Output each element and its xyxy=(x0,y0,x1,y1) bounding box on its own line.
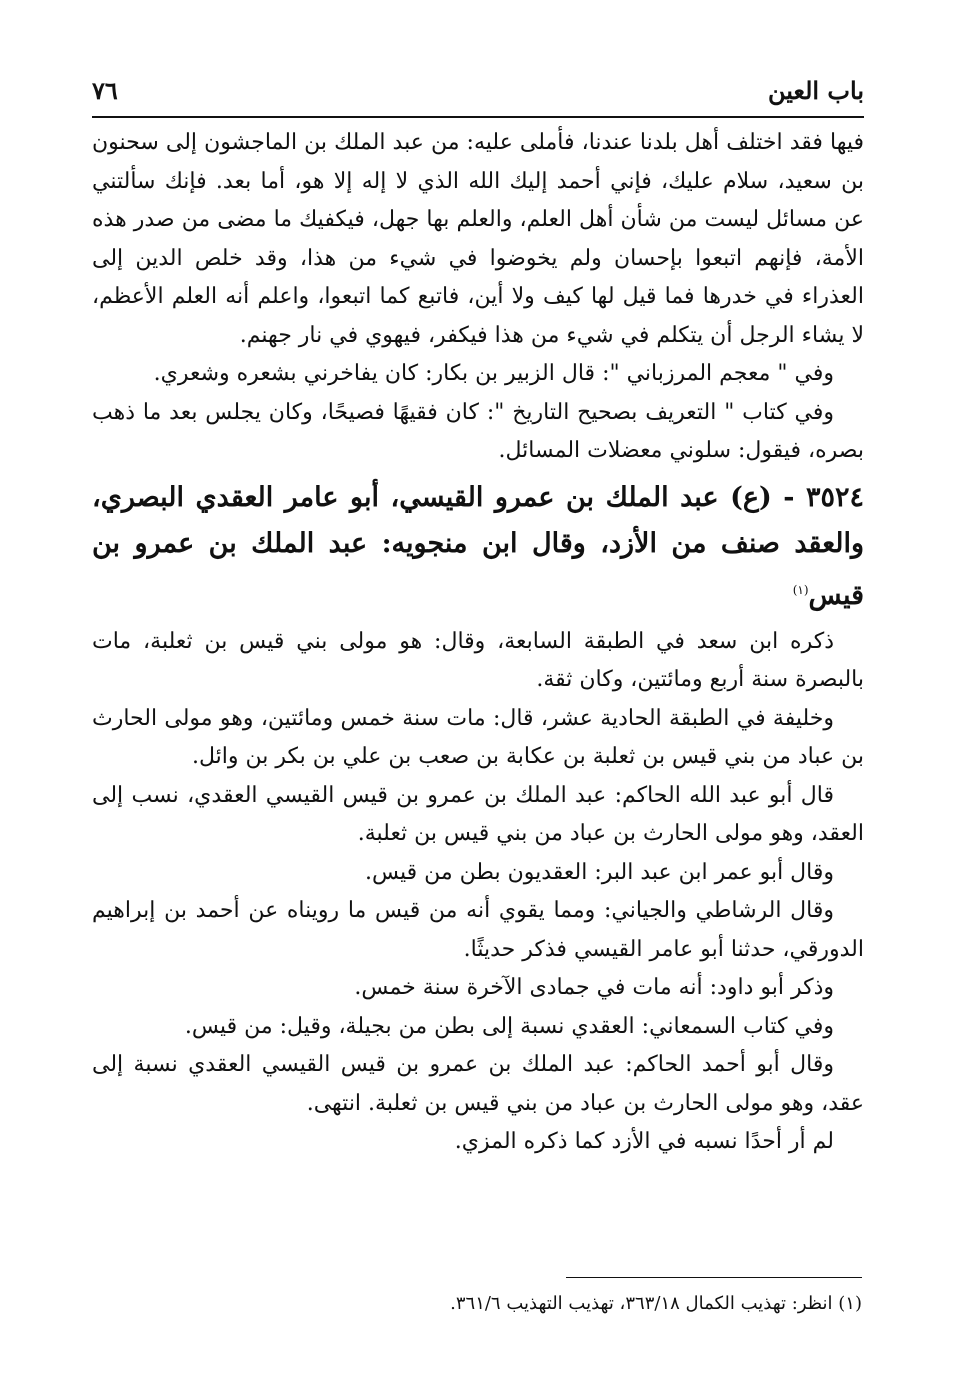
paragraph: ذكره ابن سعد في الطبقة السابعة، وقال: هو مولى بني قيس بن ثعلبة، مات بالبصرة سنة أربع ومائتين، وكان ثقة. xyxy=(92,628,864,692)
page-header xyxy=(92,74,864,118)
chapter-title: باب العين xyxy=(767,76,864,105)
paragraph: وذكر أبو داود: أنه مات في جمادى الآخرة سنة خمس. xyxy=(354,975,834,1000)
footnote-reference: (١) xyxy=(792,582,809,597)
paragraph: وقال الرشاطي والجياني: ومما يقوي أنه من قيس ما رويناه عن أحمد بن إبراهيم الدورقي، حدثنا أبو عامر القيسي فذكر حديثًا. xyxy=(92,898,864,962)
paragraph: وقال أبو عمر ابن عبد البر: العقديون بطن من قيس. xyxy=(364,859,834,885)
paragraph: وقال أبو أحمد الحاكم: عبد الملك بن عمرو بن قيس القيسي العقدي نسبة إلى عقد، وهو مولى الحارث بن عباد من بني قيس بن ثعلبة. انتهى. xyxy=(92,1052,864,1116)
paragraph: قال أبو عبد الله الحاكم: عبد الملك بن عمرو بن قيس القيسي العقدي، نسب إلى العقد، وهو مولى الحارث بن عباد من بني قيس بن ثعلبة. xyxy=(92,782,864,846)
page-number: ٧٦ xyxy=(92,76,118,105)
paragraph: فيها فقد اختلف أهل بلدنا عندنا، فأملى عليه: من عبد الملك بن الماجشون إلى سحنون بن سعيد، سلام عليك، فإني أحمد إليك الله الذي لا إله إلا هو، أما بعد. فإنك سألتني عن مسائل ليست من شأن أهل العلم، والعلم بها جهل، فيكفيك ما مضى من صدر هذه الأمة، فإنهم اتبعوا بإحسان ولم يخوضوا في شيء من هذا، وقد خلص الدين إلى العذراء في خدرها فما قيل لها كيف ولا أين، فاتبع كما اتبعوا، واعلم أنه العلم الأعظم، لا يشاء الرجل أن يتكلم في شيء من هذا فيكفر، فيهوي في نار جهنم. xyxy=(92,130,864,348)
entry-heading xyxy=(92,475,864,619)
main-text xyxy=(92,124,864,1162)
paragraph: وخليفة في الطبقة الحادية عشر، قال: مات سنة خمس ومائتين، وهو مولى الحارث بن عباد من بني قيس بن ثعلبة بن عكابة بن صعب بن علي بن بكر بن وائل. xyxy=(92,705,864,769)
entry-heading-text: ٣٥٢٤ - (ع) عبد الملك بن عمرو القيسي، أبو عامر العقدي البصري، والعقد صنف من الأزد، وقال ابن منجويه: عبد الملك بن عمرو بن قيس xyxy=(92,481,864,611)
paragraph: وفي " معجم المرزباني ": قال الزبير بن بكار: كان يفاخرني بشعره وشعري. xyxy=(153,361,834,386)
footnote: (١) انظر: تهذيب الكمال ٣٦٣/١٨، تهذيب التهذيب ٣٦١/٦. xyxy=(450,1293,862,1314)
footnote-divider xyxy=(566,1277,862,1278)
paragraph: وفي كتاب السمعاني: العقدي نسبة إلى بطن من بجيلة، وقيل: من قيس. xyxy=(184,1013,834,1039)
paragraph: لم أر أحدًا نسبه في الأزد كما ذكره المزي. xyxy=(454,1129,834,1154)
paragraph: وفي كتاب " التعريف بصحيح التاريخ ": كان فقيهًا فصيحًا، وكان يجلس بعد ما ذهب بصره، فيقول: سلوني معضلات المسائل. xyxy=(92,399,864,463)
